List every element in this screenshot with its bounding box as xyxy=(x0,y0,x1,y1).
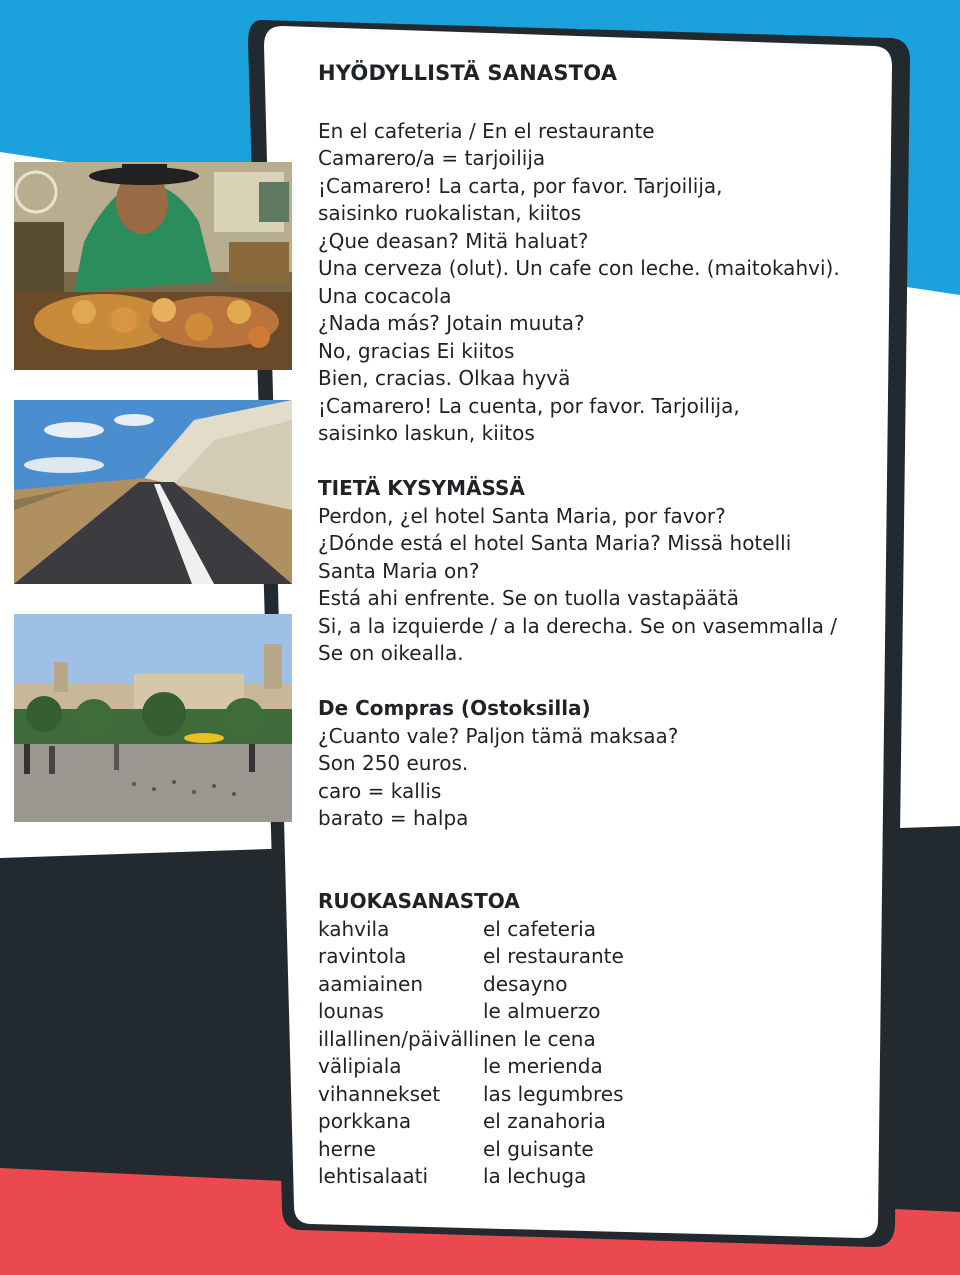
vocab-finnish: porkkana xyxy=(318,1109,412,1133)
shopping-line: caro = kallis xyxy=(318,778,442,803)
vocab-finnish: vihannekset xyxy=(318,1081,441,1106)
vocab-finnish: lounas xyxy=(318,999,384,1023)
directions-line: Está ahi enfrente. Se on tuolla vastapäätä xyxy=(318,586,740,610)
vocab-spanish: la lechuga xyxy=(483,1164,587,1188)
vocab-finnish: välipiala xyxy=(318,1054,402,1078)
directions-heading: TIETÄ KYSYMÄSSÄ xyxy=(318,476,525,500)
city-square-photo xyxy=(14,614,292,822)
cafe-line: Una cerveza (olut). Un cafe con leche. (maitokahvi). xyxy=(318,256,840,280)
shopping-line: barato = halpa xyxy=(318,806,469,830)
vocab-spanish: el zanahoria xyxy=(483,1109,606,1133)
vocab-spanish: le merienda xyxy=(483,1054,603,1078)
vocab-finnish: kahvila xyxy=(318,916,390,941)
vocab-spanish: el restaurante xyxy=(483,944,624,968)
vocab-spanish: le almuerzo xyxy=(483,999,601,1023)
food-vendor-photo xyxy=(14,162,292,370)
shopping-line: Son 250 euros. xyxy=(318,751,469,775)
vocab-spanish: desayno xyxy=(483,971,568,996)
vocab-row xyxy=(318,1026,858,1054)
cafe-line: Camarero/a = tarjoilija xyxy=(318,146,546,170)
vocab-row xyxy=(318,916,858,944)
vocab-finnish: herne xyxy=(318,1136,376,1161)
vocab-finnish: ravintola xyxy=(318,944,407,968)
directions-section xyxy=(318,475,858,668)
cafe-section xyxy=(318,118,858,448)
vocab-row xyxy=(318,1163,858,1191)
cafe-line: ¡Camarero! La carta, por favor. Tarjoilija, saisinko ruokalistan, kiitos xyxy=(318,173,723,225)
vocab-spanish: las legumbres xyxy=(483,1081,624,1106)
road-photo xyxy=(14,400,292,584)
vocab-row xyxy=(318,998,858,1026)
vocab-finnish: lehtisalaati xyxy=(318,1164,429,1188)
cafe-line: ¿Que deasan? Mitä haluat? xyxy=(318,228,589,253)
shopping-heading: De Compras (Ostoksilla) xyxy=(318,696,591,720)
cafe-line: Una cocacola xyxy=(318,283,452,308)
vocab-spanish: el cafeteria xyxy=(483,916,596,941)
cafe-line: Bien, cracias. Olkaa hyvä xyxy=(318,366,571,390)
vocab-finnish: illallinen/päivällinen le cena xyxy=(318,1026,596,1051)
vocab-row xyxy=(318,1053,858,1081)
cafe-line: ¡Camarero! La cuenta, por favor. Tarjoilija, saisinko laskun, kiitos xyxy=(318,393,740,445)
directions-line: Perdon, ¿el hotel Santa Maria, por favor? xyxy=(318,503,726,528)
page-title: HYÖDYLLISTÄ SANASTOA xyxy=(318,61,618,85)
vocab-row xyxy=(318,1081,858,1109)
vocab-row xyxy=(318,1136,858,1164)
cafe-line: No, gracias Ei kiitos xyxy=(318,338,515,363)
vocab-row xyxy=(318,943,858,971)
cafe-line: ¿Nada más? Jotain muuta? xyxy=(318,311,585,335)
food-heading: RUOKASANASTOA xyxy=(318,889,520,913)
cafe-line: En el cafeteria / En el restaurante xyxy=(318,118,655,143)
vocab-finnish: aamiainen xyxy=(318,971,424,996)
directions-line: ¿Dónde está el hotel Santa Maria? Missä hotelli Santa Maria on? xyxy=(318,531,792,583)
shopping-section xyxy=(318,695,858,833)
vocab-row xyxy=(318,1108,858,1136)
shopping-line: ¿Cuanto vale? Paljon tämä maksaa? xyxy=(318,723,679,748)
card-content xyxy=(318,60,858,833)
directions-line: Si, a la izquierde / a la derecha. Se on vasemmalla / Se on oikealla. xyxy=(318,613,838,665)
vocab-spanish: el guisante xyxy=(483,1136,594,1161)
vocab-row xyxy=(318,971,858,999)
food-vocabulary-section xyxy=(318,888,858,1191)
